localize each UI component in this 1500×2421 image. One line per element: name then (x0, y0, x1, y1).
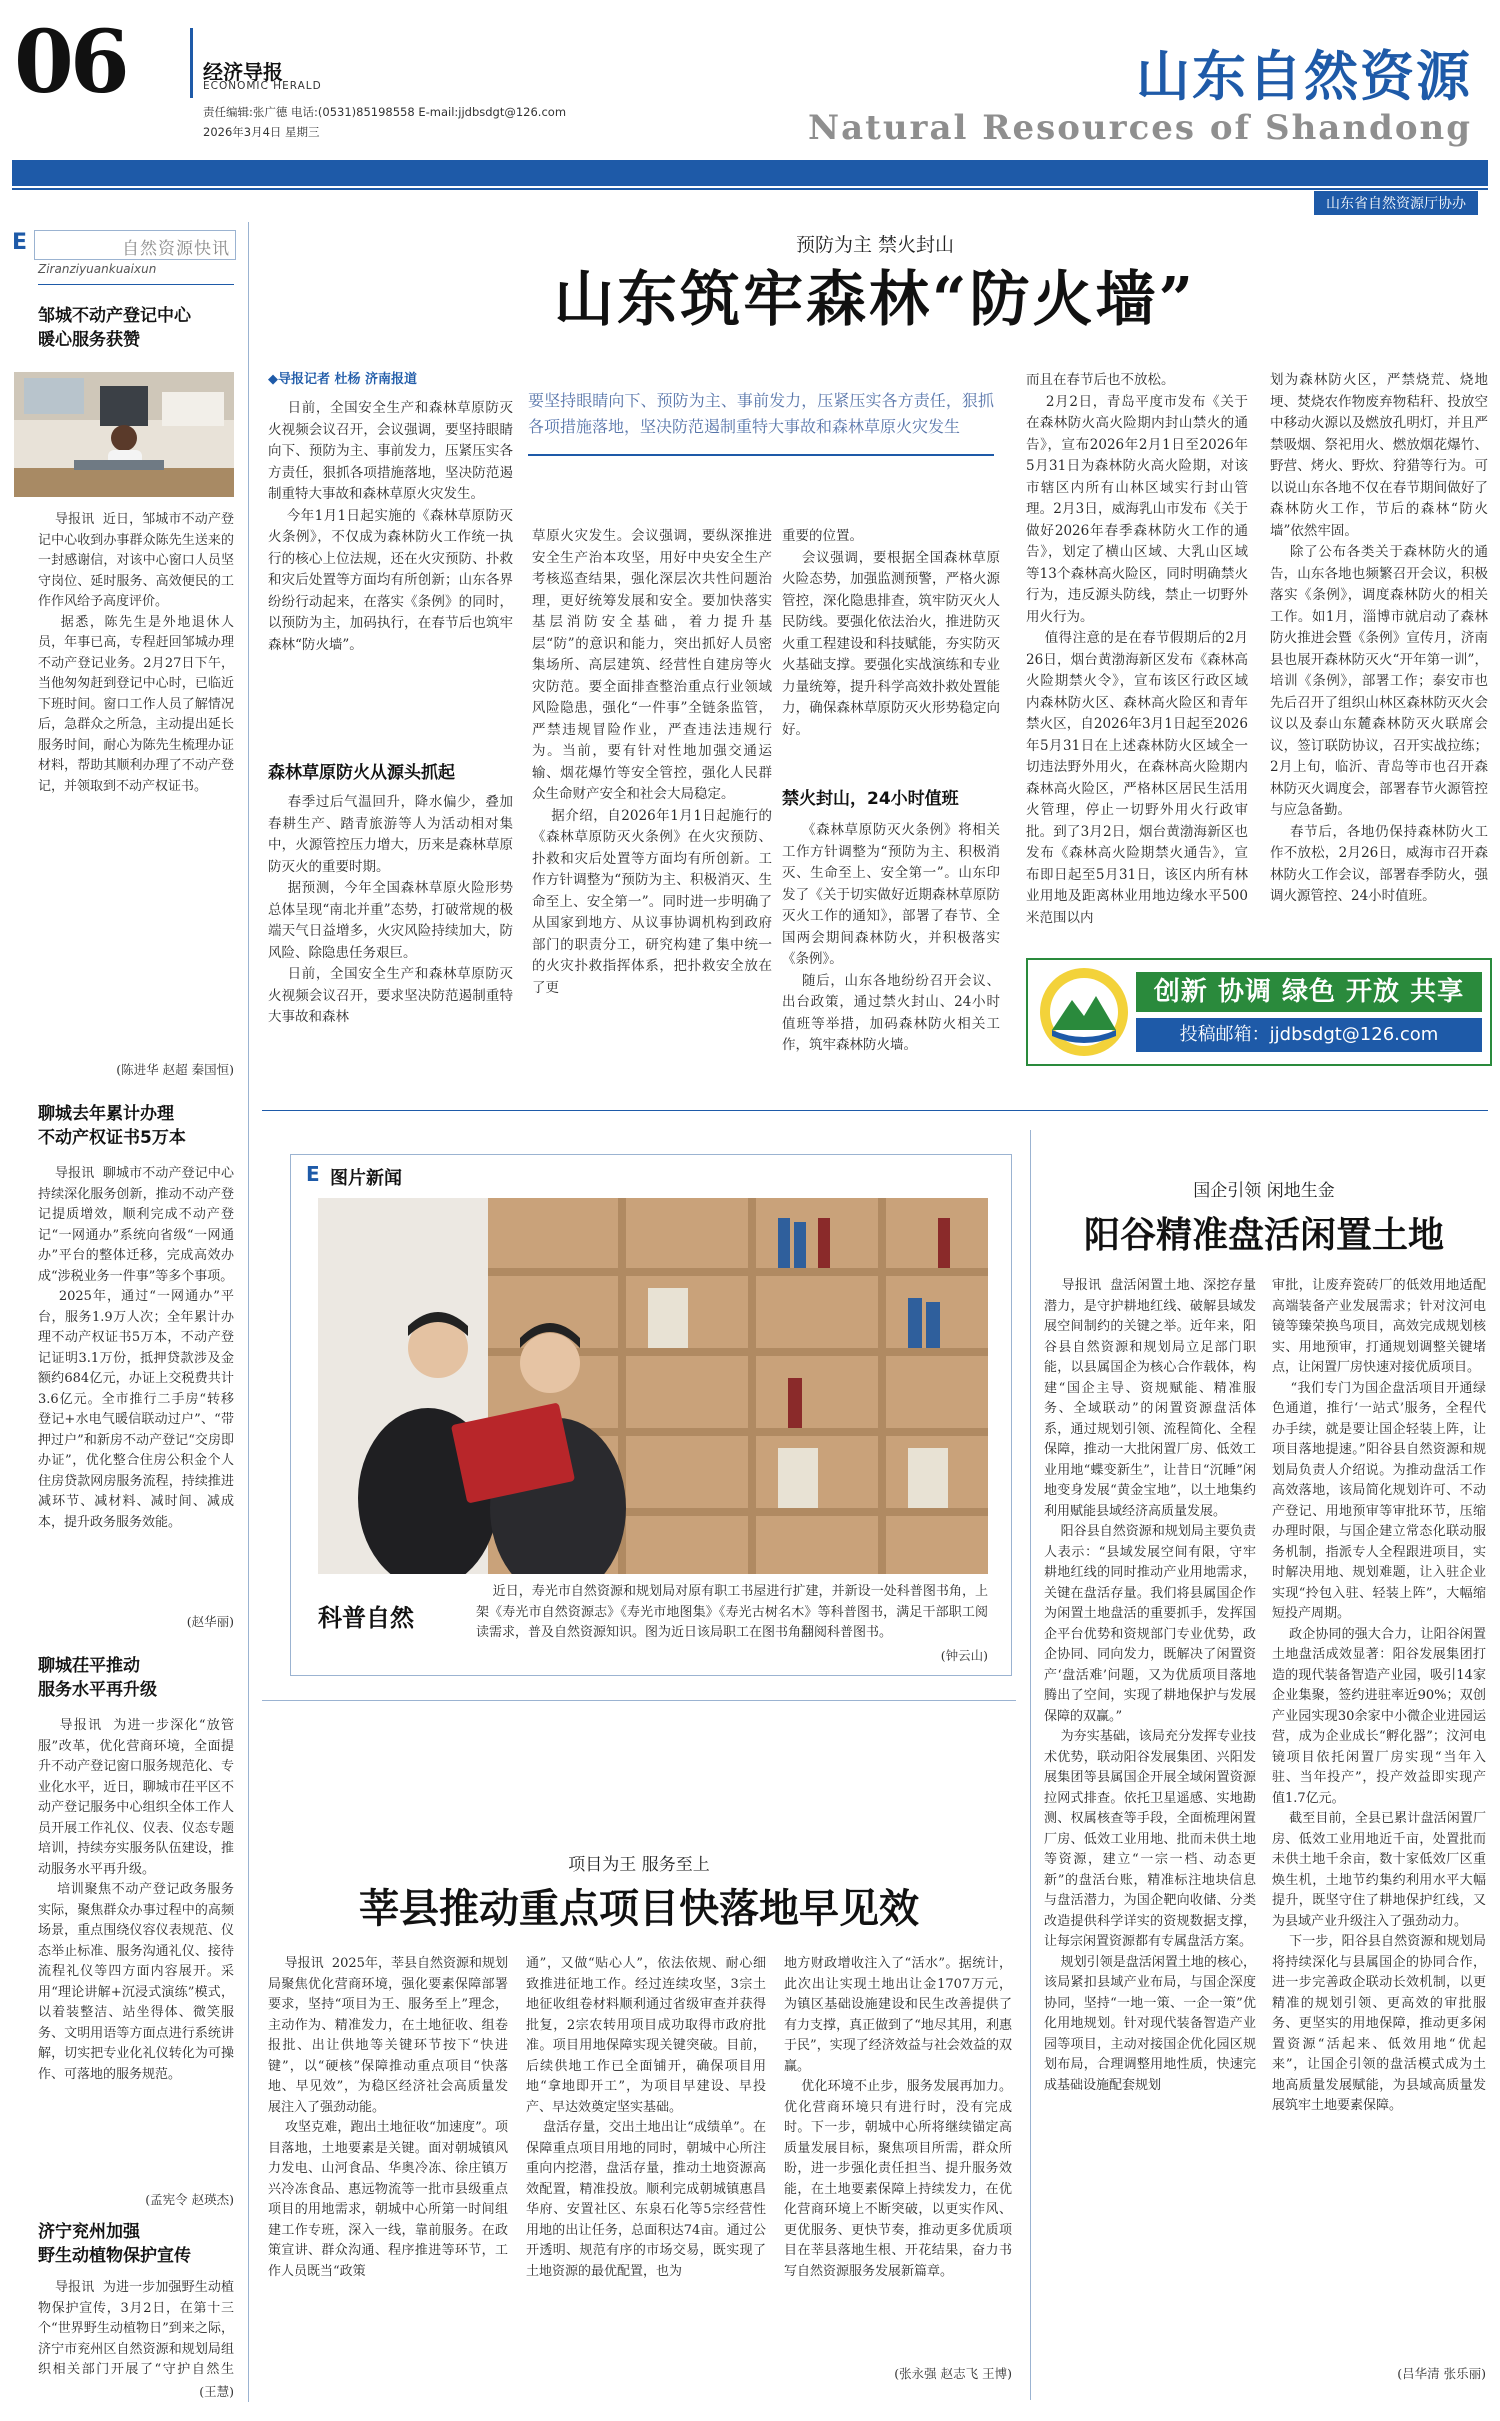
main-body-col3: 《森林草原防灭火条例》将相关工作方针调整为“预防为主、积极消灭、生命至上、安全第一”。山东印发了《关于切实做好近期森林草原防灭火工作的通知》，部署了春节、全国两会期间森林防火，并积极落实《条例》。 随后，山东各地纷纷召开会议、出台政策，通过禁火封山、24小时值班等举措，加码森林防火相关工作，筑牢森林防火墙。 (782, 822, 1000, 1053)
main-headline: 山东筑牢森林“防火墙” (553, 265, 1197, 335)
sidebar-article-title: 聊城茌平推动 服务水平再升级 (38, 1656, 157, 1700)
sidebar-article-body: 导报讯 近日，邹城市不动产登记中心收到办事群众陈先生送来的一封感谢信，对该中心窗口人员坚守岗位、延时服务、高效便民的工作作风给予高度评价。 据悉，陈先生是外地退休人员，年事已高，专程赶回邹城办理不动产登记业务。2月27日下午，当他匆匆赶到登记中心时，已临近下班时间。窗口工作人员了解情况后，急群众之所急，主动提出延长服务时间，耐心为陈先生梳理办证材料，帮助其顺利办理了不动产登记，并领取到不动产权证书。 (38, 512, 234, 794)
yanggu-byline: (吕华清 张乐丽) (1397, 2366, 1486, 2381)
xinxian-body-col3: 地方财政增收注入了“活水”。据统计，此次出让实现土地出让金1707万元，为镇区基础设施建设和民生改善提供了有力支撑，真正做到了“地尽其用，利惠于民”，实现了经济效益与社会效益的双赢。 优化环境不止步，服务发展再加力。优化营商环境只有进行时，没有完成时。下一步，朝城中心所将继续锚定高质量发展目标，聚焦项目所需，群众所盼，进一步强化责任担当、提升服务效能，在土地要素保障上持续发力，在优化营商环境上不断突破，以更实作风、更优服务、更快节奏，推动更多优质项目在莘县落地生根、开花结果，奋力书写自然资源服务发展新篇章。 (784, 1956, 1012, 2279)
editor-line: 责任编辑:张广德 电话:(0531)85198558 E-mail:jjdbsdgt@126.com (203, 105, 567, 119)
news-photo (318, 1198, 988, 1574)
header-rule (12, 160, 1488, 186)
masthead-title: 山东自然资源 (1136, 44, 1472, 108)
page-number: 06 (14, 12, 126, 113)
library-photo-illustration (318, 1198, 988, 1574)
section-name: 经济导报 (203, 60, 283, 84)
xinxian-body-col2: 通”，又做“贴心人”，依法依规、耐心细致推进征地工作。经过连续攻坚，3宗土地征收组卷材料顺利通过省级审查并获得批复，2宗农转用项目成功取得市政府批准。项目用地保障实现关键突破。目前，后续供地工作已全面铺开，确保项目用地“拿地即开工”，为项目早建设、早投产、早达效奠定坚实基础。 盘活存量，交出土地出让“成绩单”。在保障重点项目用地的同时，朝城中心所注重向内挖潜，盘活存量，推动土地资源高效配置，精准投放。顺利完成朝城镇惠昌华府、安置社区、东泉石化等5宗经营性用地的出让任务，总面积达74亩。通过公开透明、规范有序的市场交易，既实现了土地资源的最优配置，也为 (526, 1956, 766, 2279)
xinxian-body-col1: 导报讯 2025年，莘县自然资源和规划局聚焦优化营商环境，强化要素保障部署要求，坚持“项目为王、服务至上”理念，主动作为、精准发力，在土地征收、组卷报批、出让供地等关键环节按下“快进键”，以“硬核”保障推动重点项目“快落地、早见效”，为稳区经济社会高质量发展注入了强劲动能。 攻坚克难，跑出土地征收“加速度”。项目落地，土地要素是关键。面对朝城镇风力发电、山河食品、华奥冷冻、徐庄镇万兴冷冻食品、惠远物流等一批市县级重点项目的用地需求，朝城中心所第一时间组建工作专班，深入一线，靠前服务。在政策宣讲、群众沟通、程序推进等环节，工作人员既当“政策 (268, 1956, 508, 2279)
xinxian-byline: (张永强 赵志飞 王博) (894, 2366, 1012, 2381)
main-subhead: 森林草原防火从源头抓起 (268, 763, 455, 783)
main-body-col5: 划为森林防火区，严禁烧荒、烧地埂、焚烧农作物废弃物秸秆、投放空中移动火源以及燃放孔明灯，并且严禁吸烟、祭祀用火、燃放烟花爆竹、野营、烤火、野炊、狩猎等行为。可以说山东各地不仅在春节期间做好了森林防火工作，节后的森林“防火墙”依然牢固。 除了公布各类关于森林防火的通告，山东各地也频繁召开会议，积极落实《条例》，调度森林防火的相关工作。如1月，淄博市就启动了森林防火推进会暨《条例》宣传月，济南县也展开森林防灭火“开年第一训”，培训《条例》，部署工作；泰安市也先后召开了组织山林区森林防灭火会议以及泰山东麓森林防灭火联席会议，签订联防协议，召开实战拉练；2月上旬，临沂、青岛等市也召开森林防灭火调度会，部署春节火源管控与应急备勤。 春节后，各地仍保持森林防火工作不放松，2月26日，威海市召开森林防火工作会议，部署春季防火，强调火源管控、24小时值班。 (1270, 372, 1488, 904)
co-host-badge: 山东省自然资源厅协办 (1314, 191, 1478, 215)
main-summary: 要坚持眼睛向下、预防为主、事前发力，压紧压实各方责任，狠抓各项措施落地，坚决防范遏制重特大事故和森林草原火灾发生 (528, 388, 994, 456)
sidebar-article-title: 济宁兖州加强 野生动植物保护宣传 (38, 2222, 191, 2266)
section-divider (262, 1700, 1016, 1701)
main-body-col4: 而且在春节后也不放松。 2月2日，青岛平度市发布《关于在森林防火高火险期内封山禁火的通告》，宣布2026年2月1日至2026年5月31日为森林防火高火险期，对该市辖区内所有山林区域实行封山管理。2月3日，威海乳山市发布《关于做好2026年春季森林防火工作的通告》，划定了横山区域、大乳山区域等13个森林高火险区，同时明确禁火行为，违反源头防线，禁止一切野外用火行为。 值得注意的是在春节假期后的2月26日，烟台黄渤海新区发布《森林高火险期禁火令》，宣布该区行政区域内森林防火区、森林高火险区和青年禁火区，自2026年3月1日起至2026年5月31日在上述森林防火区域全一切违法野外用火，在森林高火险期内森林高火险区，严格林区居民生活用火管理，停止一切野外用火行政审批。到了3月2日，烟台黄渤海新区也发布《森林高火险期禁火通告》，宣布即日起至5月31日，该区内所有林业用地及距离林业用地边缘水平500米范围以内 (1026, 372, 1248, 926)
sidebar-photo (14, 372, 234, 497)
masthead-subtitle: Natural Resources of Shandong (808, 108, 1472, 148)
sidebar-article-byline: (王慧) (199, 2384, 234, 2399)
xinxian-headline: 莘县推动重点项目快落地早见效 (359, 1885, 919, 1932)
yanggu-kicker: 国企引领 闲地生金 (1193, 1181, 1335, 1201)
promo-email: 投稿邮箱：jjdbsdgt@126.com (1136, 1018, 1482, 1052)
xinxian-kicker: 项目为王 服务至上 (568, 1855, 710, 1875)
photo-side-title: 科普自然 (318, 1603, 414, 1632)
sidebar-article-title: 聊城去年累计办理 不动产权证书5万本 (38, 1104, 186, 1148)
main-body-col1: 日前，全国安全生产和森林草原防灭火视频会议召开，会议强调，要坚持眼睛向下、预防为主、事前发力，压紧压实各方责任，狠抓各项措施落地，坚决防范遏制重特大事故和森林草原火灾发生。 今年1月1日起实施的《森林草原防灭火条例》，不仅成为森林防火工作统一执行的核心上位法规，还在火灾预防、扑救和灾后处置等方面均有所创新；山东各界纷纷行动起来，在落实《条例》的同时，以预防为主，加码执行，在春节后也筑牢森林“防火墙”。 (268, 400, 513, 653)
column-letter: E (12, 230, 28, 255)
main-kicker: 预防为主 禁火封山 (795, 234, 955, 256)
main-body-col3: 重要的位置。 会议强调，要根据全国森林草原火险态势，加强监测预警，严格火源管控，深化隐患排查，筑牢防灭火人民防线。要强化依法治火，推进防灭火重工程建设和科技赋能，夯实防灭火基础支撑。要强化实战演练和专业力量统筹，提升科学高效扑救处置能力，确保森林草原防灭火形势稳定向好。 (782, 528, 1000, 738)
header-divider (190, 28, 193, 98)
main-subhead: 禁火封山，24小时值班 (782, 789, 959, 809)
photo-byline: (钟云山) (940, 1648, 988, 1663)
sidebar-article-body: 导报讯 为进一步加强野生动植物保护宣传，3月2日，在第十三个“世界野生动植物日”到来之际，济宁市兖州区自然资源和规划局组织相关部门开展了“守护自然生 (38, 2280, 234, 2377)
promo-banner (1026, 958, 1492, 1066)
photo-column-title: 图片新闻 (330, 1168, 402, 1189)
section-name-en: ECONOMIC HERALD (203, 80, 322, 92)
main-reporter: ◆导报记者 杜杨 济南报道 (268, 372, 418, 387)
yanggu-headline: 阳谷精准盘活闲置土地 (1083, 1214, 1444, 1256)
photo-caption: 近日，寿光市自然资源和规划局对原有职工书屋进行扩建，并新设一处科普图书角，上架《寿光市自然资源志》《寿光市地图集》《寿光古树名木》等科普图书，满足干部职工阅读需求，普及自然资源知识。图为近日该局职工在图书角翻阅科普图书。 (476, 1584, 988, 1640)
main-body-col2: 草原火灾发生。会议强调，要纵深推进安全生产治本攻坚，用好中央安全生产考核巡查结果，强化深层次共性问题治理，更好统筹发展和安全。要加快落实基层消防安全基础，着力提升基层“防”的意识和能力，突出抓好人员密集场所、高层建筑、经营性自建房等火灾防范。要全面排查整治重点行业领域风险隐患，强化“一件事”全链条监管，严禁违规冒险作业，严查违法违规行为。当前，要有针对性地加强交通运输、烟花爆竹等安全管控，强化人民群众生命财产安全和社会大局稳定。 据介绍，自2026年1月1日起施行的《森林草原防灭火条例》在火灾预防、扑救和灾后处置等方面均有所创新。工作方针调整为“预防为主、积极消灭、生命至上、安全第一”。同时进一步明确了从国家到地方、从议事协调机构到政府部门的职责分工，研究构建了集中统一的火灾扑救指挥体系，把扑救安全放在了更 (532, 528, 772, 996)
header-rule-thin (12, 188, 1488, 190)
column-divider (1030, 1130, 1031, 2400)
sidebar-article-byline: (孟宪令 赵瑛杰) (145, 2192, 234, 2207)
column-title: 自然资源快讯 (122, 239, 230, 259)
office-photo-illustration (14, 372, 234, 497)
date-line: 2026年3月4日 星期三 (203, 125, 320, 139)
sidebar-article-body: 导报讯 聊城市不动产登记中心持续深化服务创新，推动不动产登记提质增效，顺利完成不动产登记“一网通办”系统向省级“一网通办”平台的整体迁移，完成高效办成“涉税业务一件事”等多个事项。 2025年，通过“一网通办”平台，服务1.9万人次；全年累计办理不动产权证书5万本，不动产登记证明3.1万份，抵押贷款涉及金额约684亿元，办证上交税费共计3.6亿元。全市推行二手房“转移登记+水电气暖信联动过户”、“带押过户”和新房不动产登记“交房即办证”，优化整合住房公积金个人住房贷款网房服务流程，持续推进减环节、减材料、减时间、减成本，提升政务服务效能。 (38, 1166, 234, 1530)
sidebar-article-body: 导报讯 为进一步深化“放管服”改革，优化营商环境，全面提升不动产登记窗口服务规范化、专业化水平，近日，聊城市茌平区不动产登记服务中心组织全体工作人员开展工作礼仪、仪表、仪态专题培训，持续夯实服务队伍建设，推动服务水平再升级。 培训聚焦不动产登记政务服务实际，聚焦群众办事过程中的高频场景，重点围绕仪容仪表规范、仪态举止标准、服务沟通礼仪、接待流程礼仪等四方面内容展开。采用“理论讲解+沉浸式演练”模式，以着装整洁、站坐得体、微笑服务、文明用语等方面点进行系统讲解，切实把专业化礼仪转化为可操作、可落地的服务规范。 (38, 1718, 234, 2082)
section-divider (262, 1110, 1488, 1111)
column-pinyin: Ziranziyuankuaixun (38, 262, 157, 276)
promo-slogan: 创新 协调 绿色 开放 共享 (1136, 972, 1482, 1012)
sidebar (12, 222, 234, 2402)
yanggu-body-col1: 导报讯 盘活闲置土地、深挖存量潜力，是守护耕地红线、破解县域发展空间制约的关键之举。近年来，阳谷县自然资源和规划局立足部门职能，以县属国企为核心合作载体，构建“国企主导、资规赋能、精准服务、全域联动”的闲置资源盘活体系，通过规划引领、流程简化、全程保障，推动一大批闲置厂房、低效工业用地“蝶变新生”，让昔日“沉睡”闲地变身发展“黄金宝地”，以土地集约利用赋能县域经济高质量发展。 阳谷县自然资源和规划局主要负责人表示：“县域发展空间有限，守牢耕地红线的同时推动产业用地需求，关键在盘活存量。我们将县属国企作为闲置土地盘活的重要抓手，发挥国企平台优势和资规部门专业优势，政企协同、同向发力，既解决了闲置资产‘盘活难’问题，又为优质项目落地腾出了空间，实现了耕地保护与发展保障的双赢。” 为夯实基础，该局充分发挥专业技术优势，联动阳谷发展集团、兴阳发展集团等县属国企开展全域闲置资源拉网式排查。依托卫星遥感、实地勘测、权属核查等手段，全面梳理闲置厂房、低效工业用地、批而未供土地等资源，建立“一宗一档、动态更新”的盘活台账，精准标注地块信息与盘活潜力，为国企靶向收储、分类改造提供科学详实的资规数据支撑，让每宗闲置资源都有专属盘活方案。 规划引领是盘活闲置土地的核心，该局紧扣县域产业布局，与国企深度协同，坚持“一地一策、一企一策”优化用地规划。针对现代装备智造产业园等项目，主动对接国企优化园区规划布局，合理调整用地性质，快速完成基础设施配套规划 (1044, 1278, 1256, 2093)
nature-logo-icon (1038, 966, 1130, 1058)
yanggu-body-col2: 审批，让废弃瓷砖厂的低效用地适配高端装备产业发展需求；针对汶河电镜等臻荣换鸟项目，高效完成规划核实、用地预审，打通规划调整关键堵点，让闲置厂房快速对接优质项目。 “我们专门为国企盘活项目开通绿色通道，推行‘一站式’服务，全程代办手续，就是要让国企轻装上阵，让项目落地提速。”阳谷县自然资源和规划局负责人介绍说。为推动盘活工作高效落地，该局简化规划许可、不动产登记、用地预审等审批环节，压缩办理时限，与国企建立常态化联动服务机制，指派专人全程跟进项目，实时解决用地、规划难题，让入驻企业实现“拎包入驻、轻装上阵”，大幅缩短投产周期。 政企协同的强大合力，让阳谷闲置土地盘活成效显著：阳谷发展集团打造的现代装备智造产业园，吸引14家企业集聚，签约进驻率近90%；双创产业园实现30余家中小微企业进园运营，成为企业成长“孵化器”；汶河电镜项目依托闲置厂房实现“当年入驻、当年投产”，投产效益即实现产值1.7亿元。 截至目前，全县已累计盘活闲置厂房、低效工业用地近千亩，处置批而未供土地千余亩，数十家低效厂区重焕生机，土地节约集约利用水平大幅提升，既坚守住了耕地保护红线，又为县域产业升级注入了强劲动力。 下一步，阳谷县自然资源和规划局将持续深化与县属国企的协同合作，进一步完善政企联动长效机制，以更精准的规划引领、更高效的审批服务、更坚实的用地保障，推动更多闲置资源“活起来、低效用地“优起来”，让国企引领的盘活模式成为土地高质量发展赋能，为县域高质量发展筑牢土地要素保障。 (1272, 1278, 1486, 2113)
photo-column-letter: E (306, 1162, 320, 1186)
sidebar-article-byline: (陈进华 赵超 秦国恒) (116, 1062, 234, 1077)
sidebar-article-title: 邹城不动产登记中心 暖心服务获赞 (38, 306, 191, 350)
sidebar-divider (248, 222, 249, 2402)
sidebar-article-byline: (赵华丽) (186, 1614, 234, 1629)
main-body-col1: 春季过后气温回升，降水偏少，叠加春耕生产、踏青旅游等人为活动相对集中，火源管控压力增大，历来是森林草原防灭火的重要时期。 据预测，今年全国森林草原火险形势总体呈现“南北并重”态势，打破常规的极端天气日益增多，火灾风险持续加大，防风险、除隐患任务艰巨。 日前，全国安全生产和森林草原防灭火视频会议召开，要求坚决防范遏制重特大事故和森林 (268, 794, 513, 1025)
column-rule (38, 284, 234, 285)
